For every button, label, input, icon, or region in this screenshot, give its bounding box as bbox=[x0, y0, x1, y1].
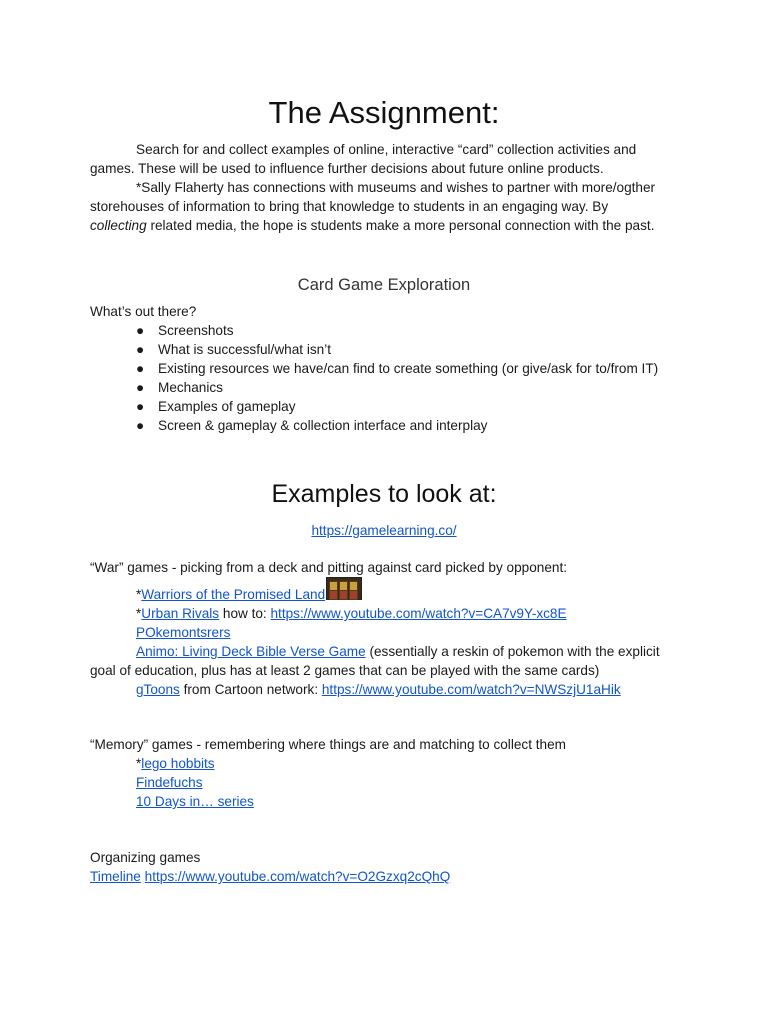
list-item-text: Examples of gameplay bbox=[158, 399, 296, 414]
findefuchs-line bbox=[136, 773, 203, 792]
ten-days-line bbox=[136, 792, 254, 811]
asterisk: * bbox=[136, 587, 142, 602]
bullet-icon: ● bbox=[136, 380, 145, 395]
animo-description: (essentially a reskin of pokemon with the explicit bbox=[365, 644, 660, 659]
gtoons-link[interactable]: gToons bbox=[136, 682, 180, 697]
intro-paragraph-2-line-2: storehouses of information to bring that knowledge to students in an engaging way. By bbox=[90, 199, 609, 214]
bullet-icon: ● bbox=[136, 361, 145, 376]
animo-description-continued: goal of education, plus has at least 2 games that can be played with the same cards) bbox=[90, 663, 600, 678]
lego-hobbits-line bbox=[136, 754, 215, 773]
animo-line bbox=[136, 642, 660, 661]
memory-games-intro: “Memory” games - remembering where things are and matching to collect them bbox=[90, 737, 566, 752]
intro-paragraph-2-line-1: *Sally Flaherty has connections with museums and wishes to partner with more/ogther bbox=[136, 180, 656, 195]
animo-link[interactable]: Animo: Living Deck Bible Verse Game bbox=[136, 644, 366, 659]
urban-howto-text: how to: bbox=[219, 606, 271, 621]
gtoons-text: from Cartoon network: bbox=[179, 682, 322, 697]
exploration-lead: What’s out there? bbox=[90, 304, 197, 319]
warriors-promised-land-link[interactable]: Warriors of the Promised Land bbox=[141, 587, 326, 602]
bullet-icon: ● bbox=[136, 323, 145, 338]
pokemon-link[interactable]: POkemontsrers bbox=[136, 625, 231, 640]
lego-hobbits-link[interactable]: lego hobbits bbox=[141, 756, 215, 771]
list-item-text: Screenshots bbox=[158, 323, 234, 338]
section-heading-exploration: Card Game Exploration bbox=[297, 276, 471, 294]
bullet-icon: ● bbox=[136, 342, 145, 357]
urban-rivals-line bbox=[136, 604, 567, 623]
list-item-text: Screen & gameplay & collection interface and interplay bbox=[158, 418, 488, 433]
intro-paragraph-2-line-3-rest: related media, the hope is students make a more personal connection with the past. bbox=[146, 218, 655, 233]
asterisk: * bbox=[136, 756, 142, 771]
intro-paragraph-1-line-1: Search for and collect examples of online, interactive “card” collection activities and bbox=[136, 142, 637, 157]
ten-days-series-link[interactable]: 10 Days in… series bbox=[136, 794, 254, 809]
intro-paragraph-2-line-3 bbox=[90, 216, 654, 235]
timeline-video-link[interactable]: https://www.youtube.com/watch?v=O2Gzxq2cQhQ bbox=[144, 869, 451, 884]
warriors-line bbox=[136, 585, 362, 604]
findefuchs-link[interactable]: Findefuchs bbox=[136, 775, 203, 790]
organizing-games-intro: Organizing games bbox=[90, 850, 201, 865]
war-games-intro: “War” games - picking from a deck and pitting against card picked by opponent: bbox=[90, 560, 568, 575]
list-item-text: What is successful/what isn’t bbox=[158, 342, 332, 357]
bullet-icon: ● bbox=[136, 399, 145, 414]
urban-rivals-video-link[interactable]: https://www.youtube.com/watch?v=CA7v9Y-xc8E bbox=[270, 606, 567, 621]
emphasis-collecting: collecting bbox=[90, 218, 147, 233]
gtoons-video-link[interactable]: https://www.youtube.com/watch?v=NWSzjU1aHik bbox=[321, 682, 621, 697]
gamelearning-link-wrapper bbox=[0, 521, 768, 540]
asterisk: * bbox=[136, 606, 142, 621]
intro-paragraph-1-line-2: games. These will be used to influence further decisions about future online products. bbox=[90, 161, 604, 176]
timeline-link[interactable]: Timeline bbox=[90, 869, 141, 884]
bullet-icon: ● bbox=[136, 418, 145, 433]
list-item-text: Mechanics bbox=[158, 380, 223, 395]
timeline-line bbox=[90, 867, 450, 886]
urban-rivals-link[interactable]: Urban Rivals bbox=[141, 606, 220, 621]
warriors-thumbnail-image bbox=[326, 577, 362, 600]
page-title: The Assignment: bbox=[268, 95, 500, 130]
gamelearning-link[interactable]: https://gamelearning.co/ bbox=[311, 523, 457, 538]
gtoons-line bbox=[136, 680, 621, 699]
section-heading-examples: Examples to look at: bbox=[271, 480, 497, 508]
pokemon-line bbox=[136, 623, 230, 642]
list-item-text: Existing resources we have/can find to create something (or give/ask for to/from IT) bbox=[158, 361, 659, 376]
